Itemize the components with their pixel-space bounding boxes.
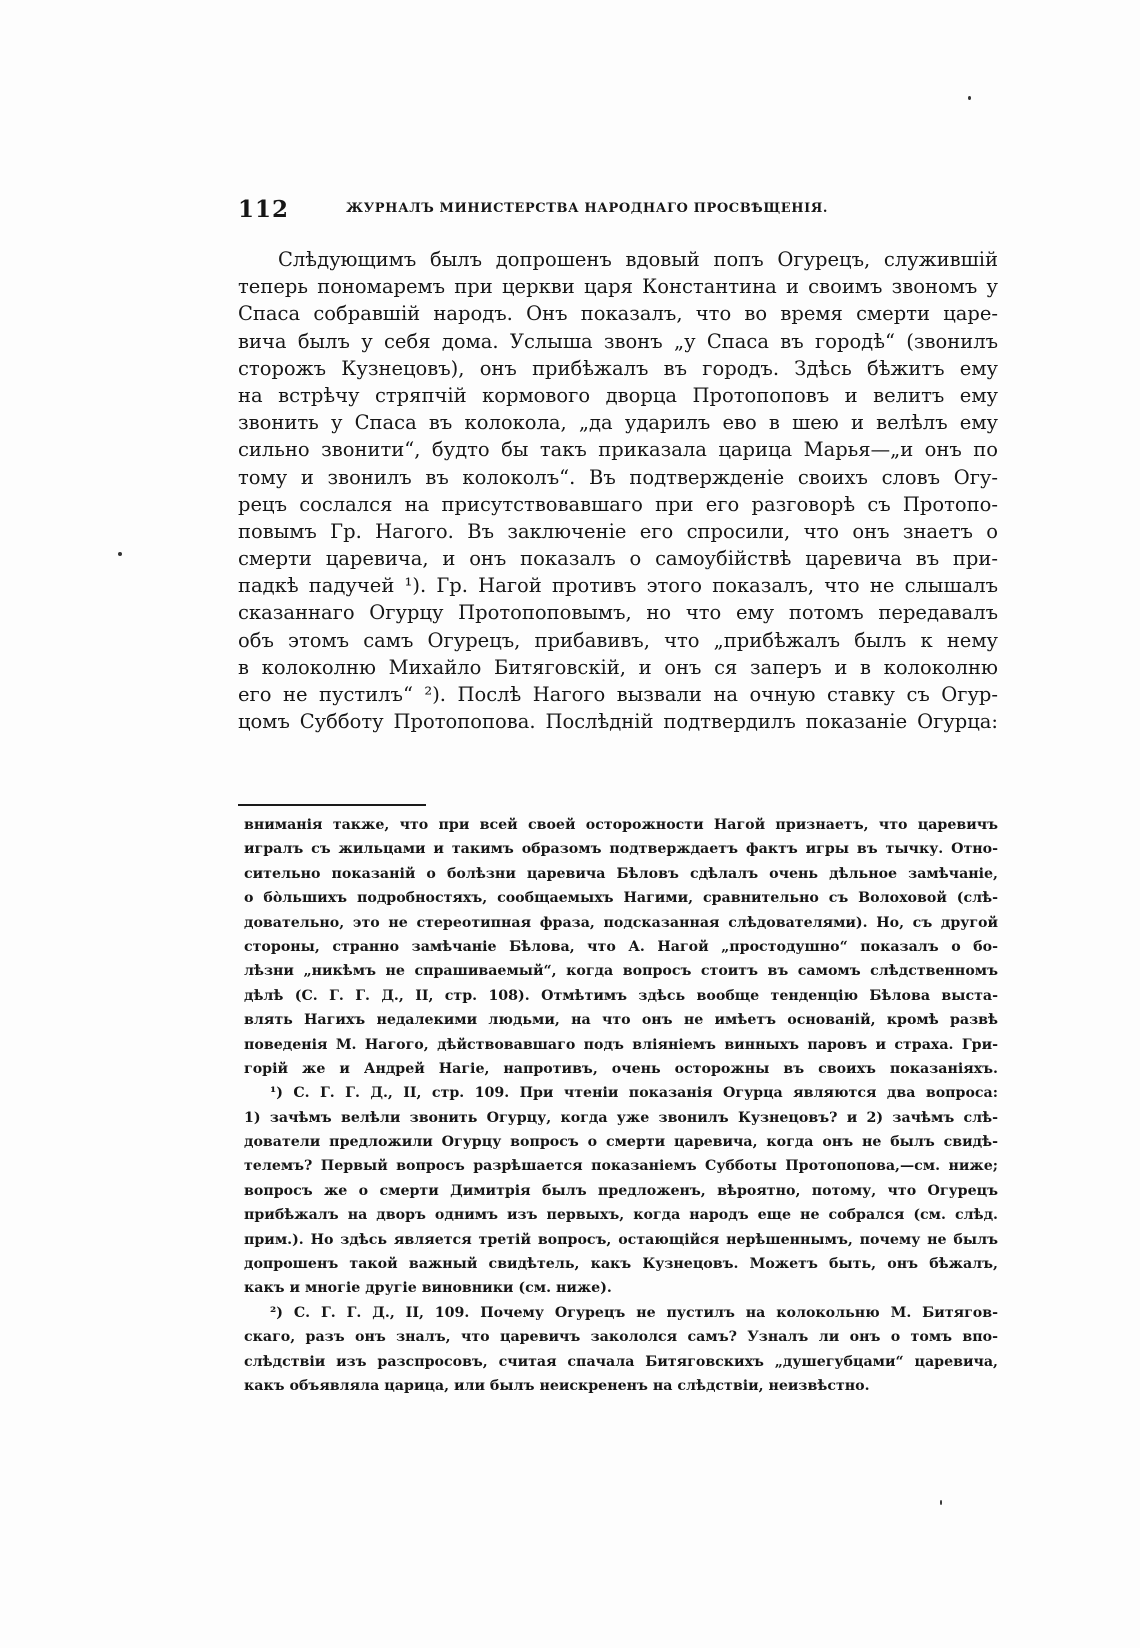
footnotes [244, 813, 998, 1398]
footnote-line: слѣдствіи изъ разспросовъ, считая спачала Битяговскихъ „душегубцами“ царевича, [244, 1353, 998, 1370]
text-line: в колоколню Михайло Битяговскій, и онъ ся заперъ и в колоколню [238, 655, 998, 679]
text-line: теперь пономаремъ при церкви царя Константина и своимъ звономъ у [238, 275, 998, 299]
footnote-line: горій же и Андрей Нагіе, напротивъ, очень осторожны въ своихъ показаніяхъ. [244, 1060, 998, 1077]
text-line: Спаса собравшій народъ. Онъ показалъ, что во время смерти царе- [238, 302, 998, 326]
footnote-line: допрошенъ такой важный свидѣтель, какъ Кузнецовъ. Можетъ быть, онъ бѣжалъ, [244, 1256, 998, 1273]
text-line: на встрѣчу стряпчій кормового дворца Протопоповъ и велитъ ему [238, 383, 998, 407]
footnote-line: игралъ съ жильцами и такимъ образомъ подтверждаетъ фактъ игры въ тычку. Отно- [244, 841, 998, 858]
scan-speck [940, 1500, 942, 1505]
main-paragraph [238, 246, 998, 735]
footnote-line: дѣлѣ (С. Г. Г. Д., II, стр. 108). Отмѣтимъ здѣсь вообще тенденцію Бѣлова выста- [244, 987, 998, 1004]
text-line: цомъ Субботу Протопопова. Послѣдній подтвердилъ показаніе Огурца: [238, 710, 998, 734]
text-line: Слѣдующимъ былъ допрошенъ вдовый попъ Огурецъ, служившій [278, 248, 998, 271]
text-line: падкѣ падучей ¹). Гр. Нагой противъ этого показалъ, что не слышалъ [238, 574, 998, 598]
footnote-line: лѣзни „никѣмъ не спрашиваемый“, когда вопросъ стоитъ въ самомъ слѣдственномъ [244, 963, 998, 980]
footnote-line: о бо̀льшихъ подробностяхъ, сообщаемыхъ Нагими, сравнительно съ Волоховой (слѣ- [244, 890, 998, 907]
text-line: его не пустилъ“ ²). Послѣ Нагого вызвали на очную ставку съ Огур- [238, 683, 998, 706]
footnote-line: телемъ? Первый вопросъ разрѣшается показаніемъ Субботы Протопопова,—см. ниже; [244, 1158, 998, 1175]
text-line: сторожъ Кузнецовъ), онъ прибѣжалъ въ городъ. Здѣсь бѣжитъ ему [238, 356, 998, 380]
footnote-1 [244, 1081, 998, 1301]
footnote-line: влять Нагихъ недалекими людьми, на что онъ не имѣетъ основаній, кромѣ развѣ [244, 1012, 998, 1029]
footnote-2 [244, 1301, 998, 1399]
footnote-line: ¹) С. Г. Г. Д., II, стр. 109. При чтеніи показанія Огурца являются два вопроса: [270, 1085, 998, 1102]
footnote-line: довательно, это не стереотипная фраза, подсказанная слѣдователями). Но, съ другой [244, 914, 998, 931]
text-line: тому и звонилъ въ колоколъ“. Въ подтвержденіе своихъ словъ Огу- [238, 465, 998, 489]
text-line: сказаннаго Огурцу Протопоповымъ, но что ему потомъ передавалъ [238, 601, 998, 625]
footnote-line: скаго, разъ онъ зналъ, что царевичъ закололся самъ? Узналъ ли онъ о томъ впо- [244, 1329, 998, 1346]
page-number: 112 [238, 196, 290, 223]
footnote-line: прим.). Но здѣсь является третій вопросъ, остающійся нерѣшеннымъ, почему не былъ [244, 1231, 998, 1248]
footnote-line: 1) зачѣмъ велѣли звонить Огурцу, когда уже звонилъ Кузнецовъ? и 2) зачѣмъ слѣ- [244, 1109, 998, 1126]
footnote-line: прибѣжалъ на дворъ однимъ изъ первыхъ, когда народъ еще не собрался (см. слѣд. [244, 1207, 998, 1224]
text-line: рецъ сослался на присутствовавшаго при его разговорѣ съ Протопо- [238, 492, 998, 516]
text-line: сильно звонити“, будто бы такъ приказала царица Марья—„и онъ по [238, 438, 998, 462]
footnote-line: дователи предложили Огурцу вопросъ о смерти царевича, когда онъ не былъ свидѣ- [244, 1134, 998, 1151]
footnote-line: вниманія также, что при всей своей осторожности Нагой признаетъ, что царевичъ [244, 817, 998, 833]
text-line: звонить у Спаса въ колокола, „да ударилъ ево в шею и велѣлъ ему [238, 411, 998, 435]
footnote-line: сительно показаній о болѣзни царевича Бѣловъ сдѣлалъ очень дѣльное замѣчаніе, [244, 865, 998, 882]
text-line: объ этомъ самъ Огурецъ, прибавивъ, что „прибѣжалъ былъ к нему [238, 628, 998, 652]
scan-speck [968, 96, 971, 100]
scan-speck [118, 552, 122, 556]
footnote-line: какъ объявляла царица, или былъ неискрененъ на слѣдствіи, неизвѣстно. [244, 1377, 870, 1394]
text-line: смерти царевича, и онъ показалъ о самоубійствѣ царевича въ при- [238, 547, 998, 571]
footnote-line: стороны, странно замѣчаніе Бѣлова, что А. Нагой „простодушно“ показалъ о бо- [244, 938, 998, 955]
text-line: повымъ Гр. Нагого. Въ заключеніе его спросили, что онъ знаетъ о [238, 519, 998, 543]
footnote-line: какъ и многіе другіе виновники (см. ниже). [244, 1280, 612, 1297]
footnote-line: вопросъ же о смерти Димитрія былъ предложенъ, вѣроятно, потому, что Огурецъ [244, 1182, 998, 1199]
footnote-continuation [244, 813, 998, 1081]
running-head [238, 196, 998, 226]
journal-title: ЖУРНАЛЪ МИНИСТЕРСТВА НАРОДНАГО ПРОСВѢЩЕНІЯ. [346, 201, 829, 216]
footnote-separator [238, 804, 426, 806]
footnote-line: поведенія М. Нагого, дѣйствовавшаго подъ вліяніемъ винныхъ паровъ и страха. Гри- [244, 1036, 998, 1053]
footnote-line: ²) С. Г. Г. Д., II, 109. Почему Огурецъ не пустилъ на колокольню М. Битягов- [270, 1304, 998, 1321]
text-line: вича былъ у себя дома. Услыша звонъ „у Спаса въ городѣ“ (звонилъ [238, 329, 998, 353]
